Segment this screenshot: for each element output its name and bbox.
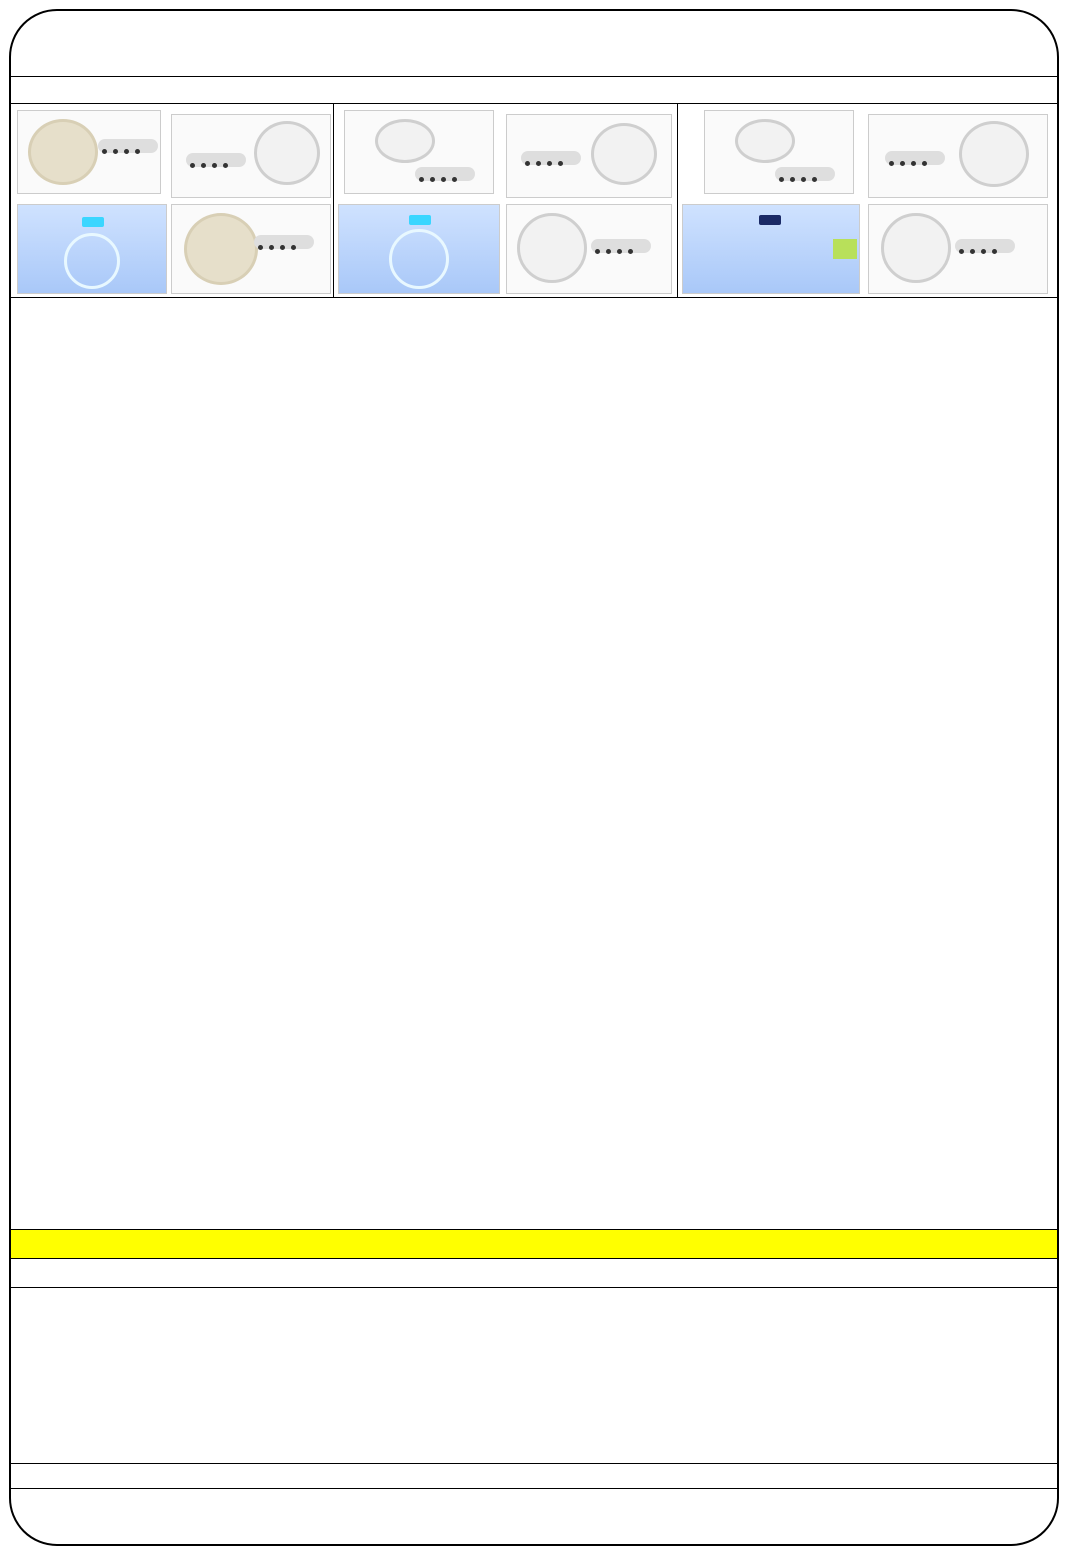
pod-exterior-image — [344, 110, 494, 194]
power-line — [11, 1464, 1057, 1489]
pod-exterior-image — [171, 204, 331, 294]
color-material-line — [11, 1259, 1057, 1288]
pod-exterior-image — [868, 204, 1048, 294]
photo-group-083 — [678, 104, 1057, 298]
photo-group-081 — [11, 104, 334, 298]
photo-group-082 — [334, 104, 678, 298]
pod-exterior-image — [868, 114, 1048, 198]
pod-exterior-image — [506, 114, 672, 198]
pod-interior-image — [17, 204, 167, 294]
insurance-line — [11, 1489, 1057, 1514]
terms-note — [11, 1184, 1057, 1230]
page-title — [11, 11, 1057, 77]
params-header-label — [11, 1230, 1057, 1258]
config-sheet — [9, 9, 1059, 1546]
subtitle — [11, 77, 1057, 104]
pod-exterior-image — [17, 110, 161, 194]
photo-strip — [11, 104, 1057, 298]
pod-interior-image — [338, 204, 500, 294]
ventilation-line — [11, 1439, 1057, 1464]
pod-exterior-image — [171, 114, 331, 198]
pod-interior-image — [682, 204, 860, 294]
params-header — [11, 1230, 1057, 1259]
pod-exterior-image — [506, 204, 672, 294]
pod-exterior-image — [704, 110, 854, 194]
